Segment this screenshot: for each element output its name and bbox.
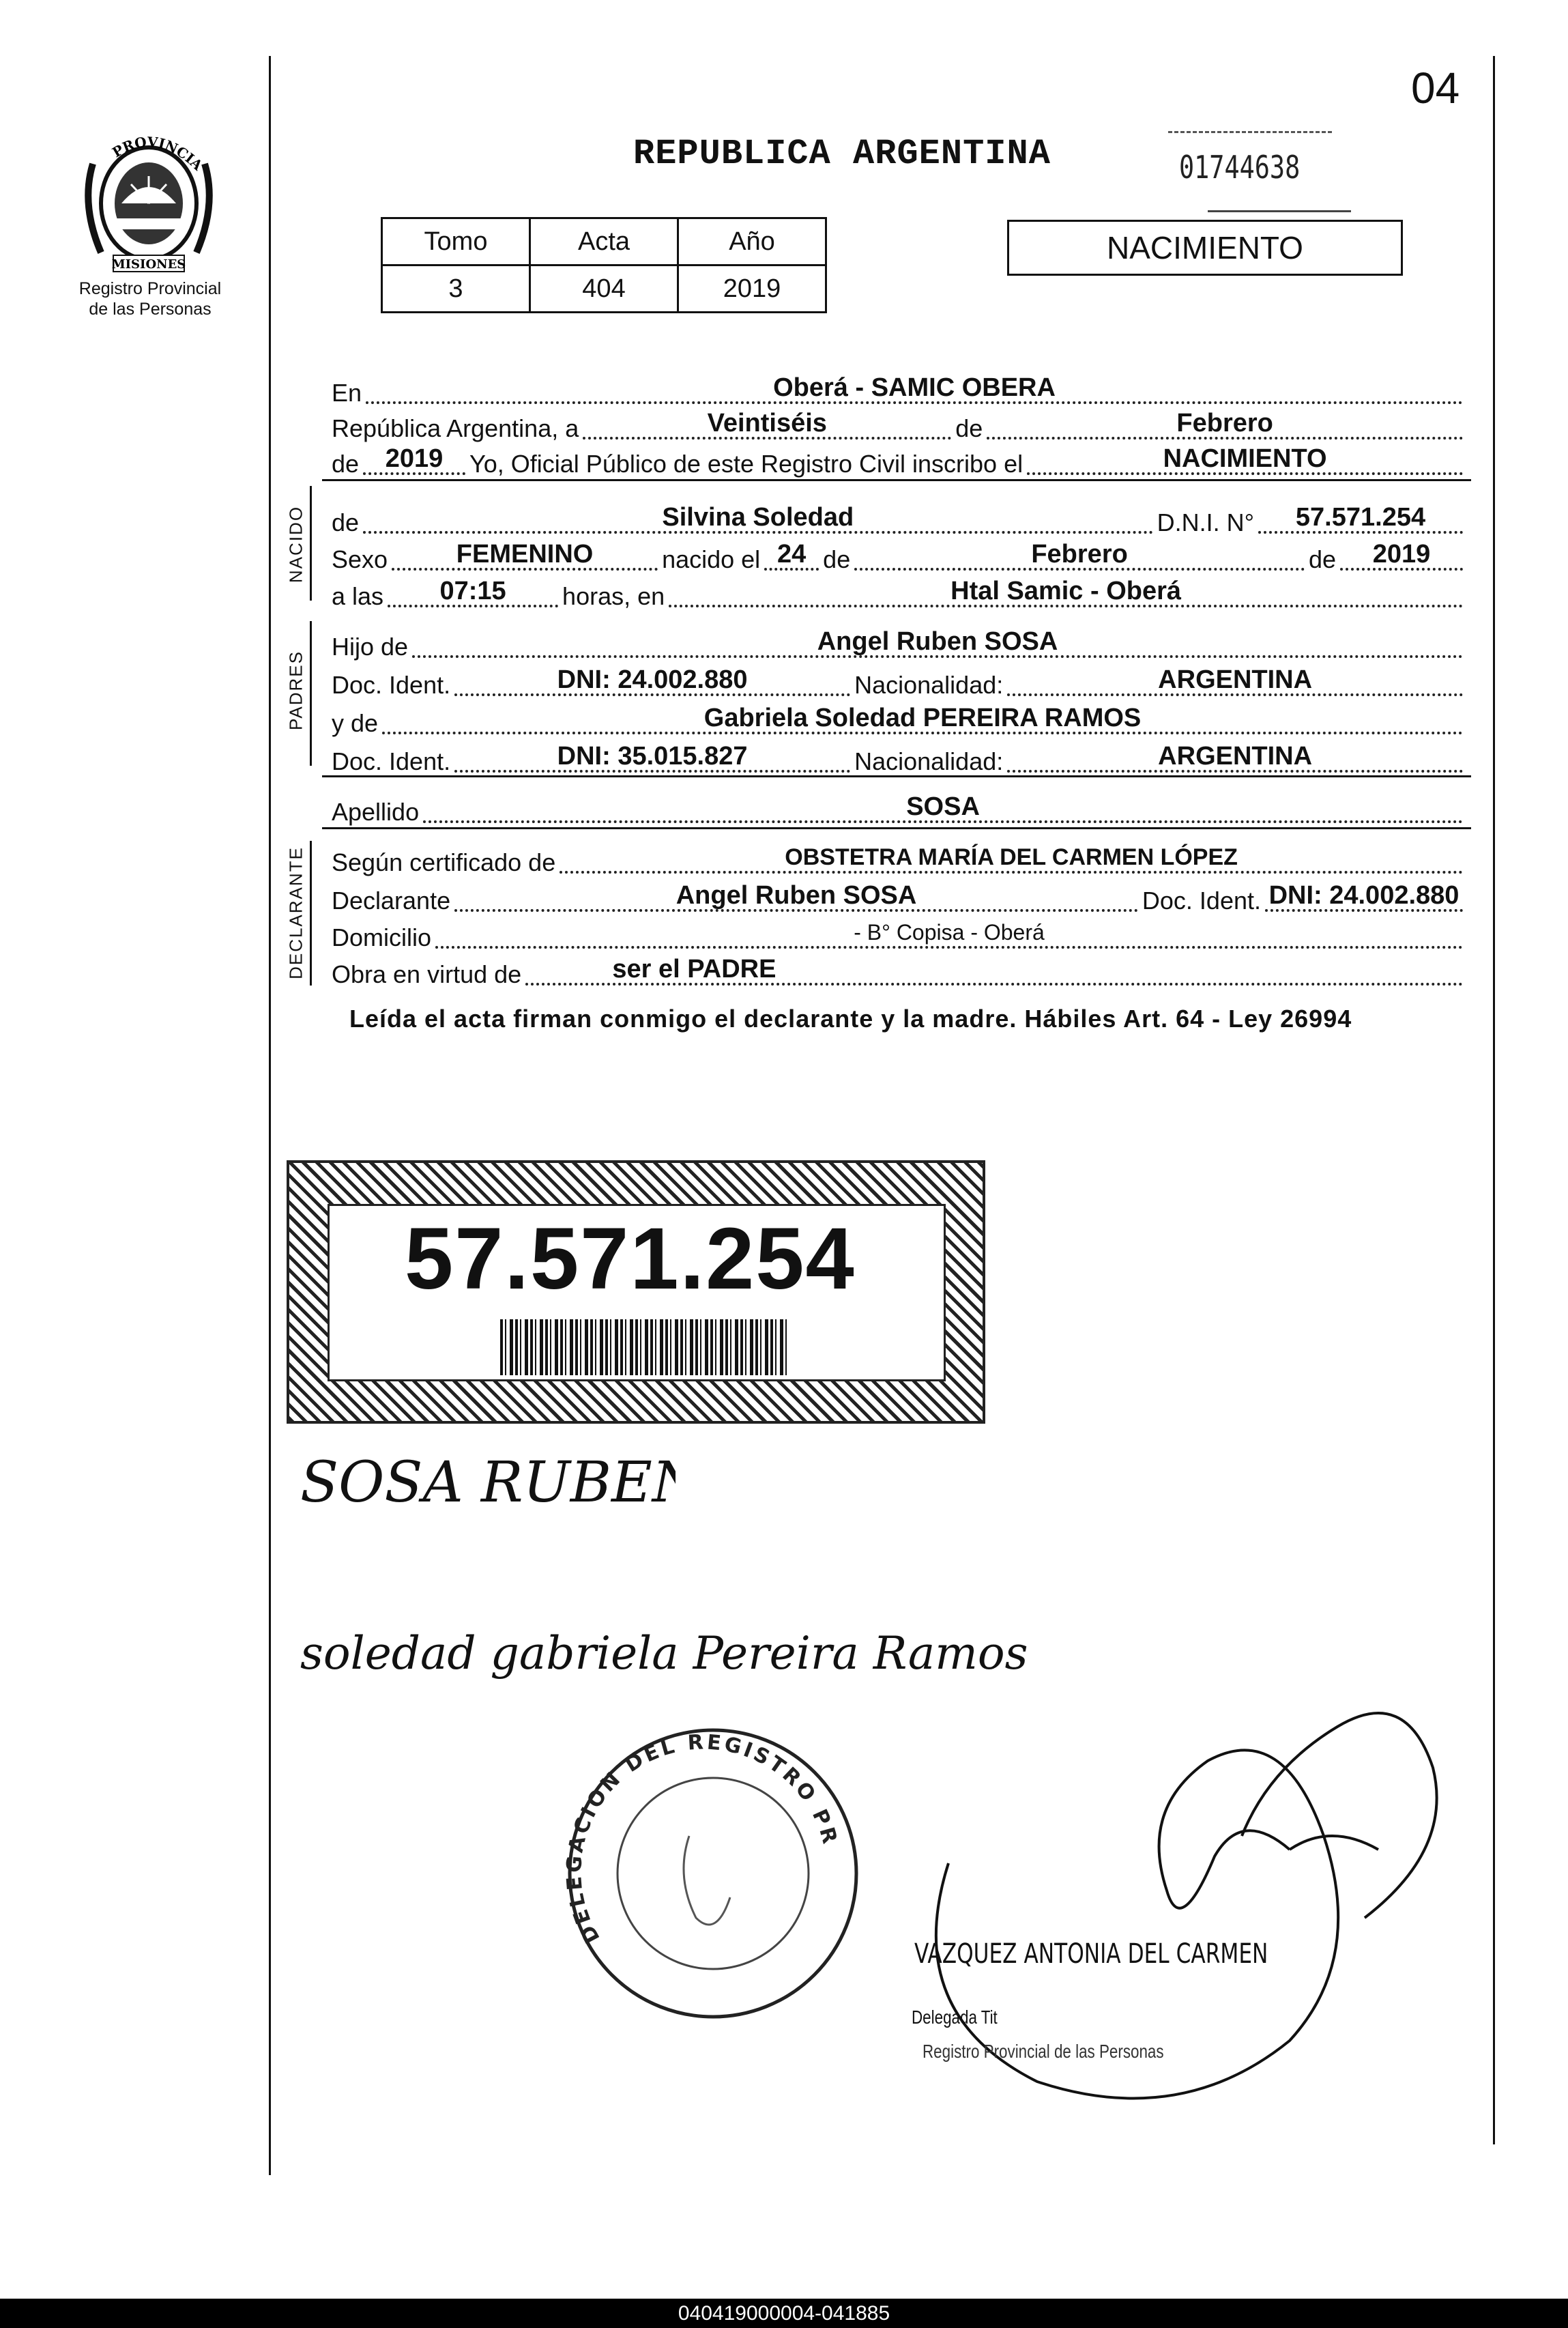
record-type-box: NACIMIENTO [1007,220,1403,276]
row-obra [332,955,1467,990]
record-table-cell: 2019 [678,265,826,313]
row-en [332,374,1467,408]
legal-text: Leída el acta firman conmigo el declarante y la madre. Hábiles Art. 64 - Ley 26994 [349,1005,1352,1033]
registry-label-line2: de las Personas [89,300,212,319]
official-name: VAZQUEZ ANTONIA DEL CARMEN [914,1938,1268,1970]
certificado-label: Según certificado de [332,848,556,876]
mother-nationality-label: Nacionalidad: [854,747,1004,775]
apellido-value: SOSA [906,792,980,821]
row-y-de [332,704,1467,738]
de-label: de [955,414,983,442]
day-value: Veintiséis [707,409,827,437]
serial-decoration [1168,131,1332,133]
father-nationality: ARGENTINA [1158,665,1313,694]
svg-text:MISIONES: MISIONES [111,257,186,272]
certificado-value: OBSTETRA MARÍA DEL CARMEN LÓPEZ [785,844,1238,870]
mother-doc: DNI: 35.015.827 [557,742,748,771]
registry-label [55,278,246,319]
padres-section-label: PADRES [285,650,306,730]
birth-time: 07:15 [439,577,506,605]
father-doc: DNI: 24.002.880 [557,665,748,694]
father-doc-label: Doc. Ident. [332,671,451,699]
section-divider [322,775,1471,777]
nacido-de-label: de [332,508,360,536]
birth-place: Htal Samic - Oberá [950,577,1182,605]
row-declarante [332,882,1467,916]
declarante-label: Declarante [332,887,451,915]
de2-label: de [332,450,360,478]
mother-name: Gabriela Soledad PEREIRA RAMOS [703,704,1142,732]
mother-doc-label: Doc. Ident. [332,747,451,775]
row-domicilio [332,919,1467,953]
obra-value: ser el PADRE [612,955,776,983]
row-nacido-hora [332,577,1467,612]
nacido-de-label-2: de [823,545,851,573]
declarante-section-label: DECLARANTE [285,846,306,979]
row-father-doc [332,666,1467,700]
misiones-emblem [74,123,224,273]
father-name: Angel Ruben SOSA [817,627,1058,656]
official-role: Delegada Tit [912,2007,998,2028]
horas-en-label: horas, en [562,582,665,610]
registry-label-line1: Registro Provincial [78,279,222,298]
inscribo-value: NACIMIENTO [1163,444,1327,473]
row-apellido [332,793,1467,827]
y-de-label: y de [332,709,379,737]
row-mother-doc [332,743,1467,777]
father-nationality-label: Nacionalidad: [854,671,1004,699]
dni-stamp-number: 57.571.254 [405,1210,856,1308]
row-nacido-name [332,504,1467,538]
declarante-doc: DNI: 24.002.880 [1268,881,1460,910]
section-divider [322,479,1471,481]
row-certificado [332,844,1467,878]
section-divider [322,827,1471,829]
svg-text:soledad gabriela Pereira Ramos: soledad gabriela Pereira Ramos [300,1627,1028,1680]
row-hijo-de [332,628,1467,662]
en-value: Oberá - SAMIC OBERA [773,373,1056,402]
nacido-el-label: nacido el [662,545,761,573]
apellido-label: Apellido [332,798,420,826]
declarante-bar [310,841,312,986]
nacido-section-label: NACIDO [285,505,306,584]
record-table-header: Tomo [382,218,530,265]
padres-bar [310,621,312,766]
year-value: 2019 [385,444,444,473]
hijo-de-label: Hijo de [332,633,409,661]
official-registry: Registro Provincial de las Personas [923,2041,1164,2062]
record-table-header: Acta [530,218,678,265]
registry-seal [560,1720,867,2027]
barcode-icon [500,1319,787,1375]
sexo-value: FEMENINO [456,540,594,569]
country-title: REPUBLICA ARGENTINA [633,134,1051,174]
en-label: En [332,379,362,407]
svg-text:SOSA RUBEN: SOSA RUBEN [300,1450,676,1515]
page-number: 04 [1411,63,1460,113]
dni-label: D.N.I. N° [1157,508,1254,536]
declarante-doc-label: Doc. Ident. [1142,887,1261,915]
svg-text:DELEGACION DEL REGISTRO PROVIN: DELEGACION DEL REGISTRO PR [562,1730,843,1948]
inscribo-text: Yo, Oficial Público de este Registro Civil inscribo el [469,450,1023,478]
svg-text:PROVINCIA DE: PROVINCIA [109,133,206,174]
domicilio-label: Domicilio [332,923,432,951]
record-table [381,217,827,313]
birth-month: Febrero [1031,540,1128,569]
nacido-bar [310,486,312,601]
serial-underline [1208,210,1351,212]
mother-nationality: ARGENTINA [1158,742,1313,771]
row-year [332,445,1467,479]
sexo-label: Sexo [332,545,388,573]
birth-year: 2019 [1372,540,1431,569]
record-table-header: Año [678,218,826,265]
a-las-label: a las [332,582,384,610]
declarante-value: Angel Ruben SOSA [676,881,917,910]
obra-label: Obra en virtud de [332,960,522,988]
record-table-cell: 3 [382,265,530,313]
nacido-de-label-3: de [1308,545,1336,573]
month-value: Febrero [1176,409,1273,437]
child-dni: 57.571.254 [1295,503,1426,532]
domicilio-value: - B° Copisa - Oberá [854,920,1045,945]
dni-stamp [287,1160,985,1424]
row-date [332,409,1467,444]
father-signature [293,1440,676,1529]
record-table-cell: 404 [530,265,678,313]
serial-number: 01744638 [1179,149,1301,186]
row-nacido-sexo [332,541,1467,575]
birth-day: 24 [777,540,807,569]
republica-label: República Argentina, a [332,414,579,442]
footer-code: 040419000004-041885 [0,2299,1568,2328]
dni-stamp-panel [328,1204,946,1381]
left-margin-line [269,56,271,2175]
child-name: Silvina Soledad [662,503,854,532]
